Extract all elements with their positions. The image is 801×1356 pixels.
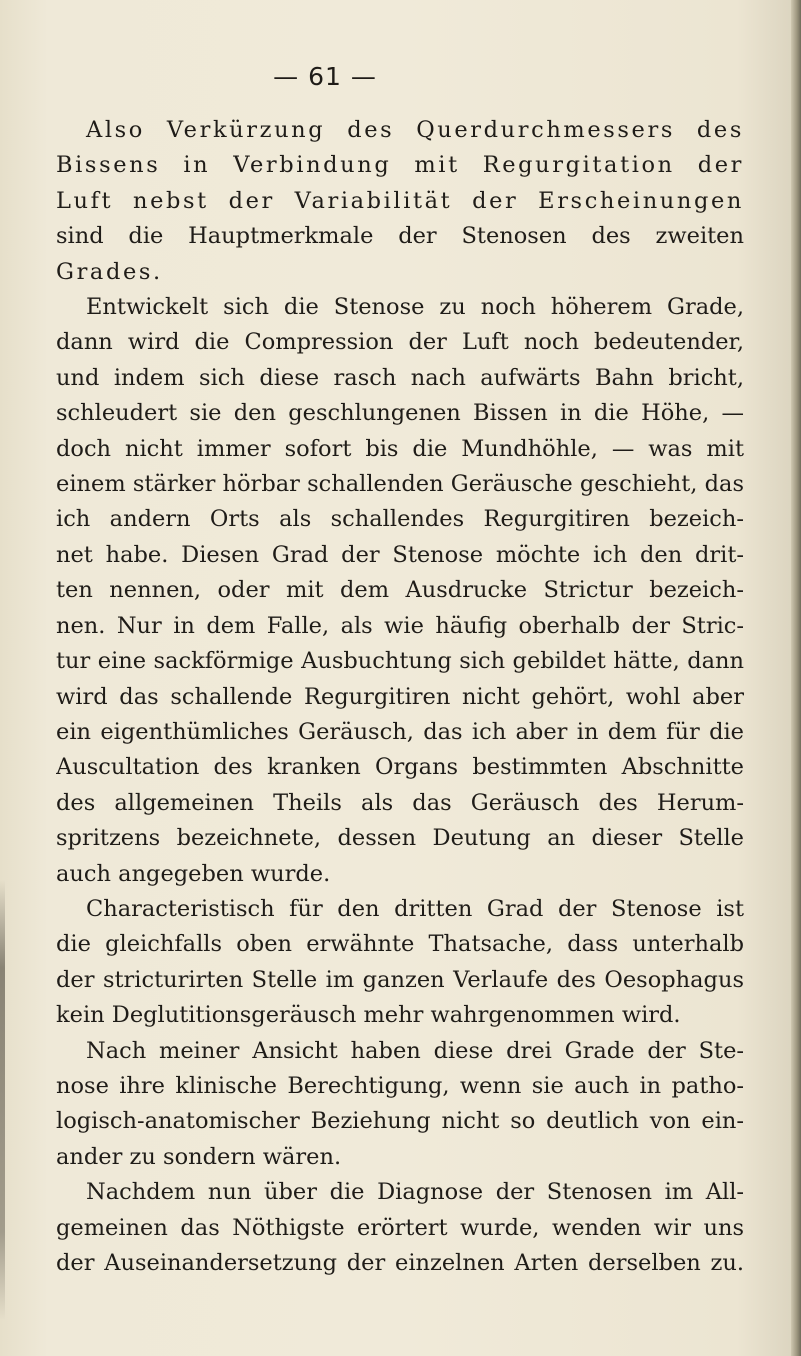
text-line: wird das schallende Regurgitiren nicht gehört, wohl aber <box>56 683 744 710</box>
text-line: ander zu sondern wären. <box>56 1143 342 1170</box>
text-line: gemeinen das Nöthigste erörtert wurde, wenden wir uns <box>56 1214 744 1241</box>
text-line: Nachdem nun über die Diagnose der Stenosen im All- <box>86 1179 744 1206</box>
text-line: Luft nebst der Variabilität der Erscheinungen <box>56 187 744 214</box>
text-line: Characteristisch für den dritten Grad der Stenose ist <box>86 895 744 922</box>
text-line: Entwickelt sich die Stenose zu noch höherem Grade, <box>86 294 744 321</box>
binding-shadow <box>0 880 5 1320</box>
text-line: der stricturirten Stelle im ganzen Verlaufe des Oesophagus <box>56 966 744 993</box>
text-line: net habe. Diesen Grad der Stenose möchte ich den drit- <box>56 541 744 568</box>
text-line: ich andern Orts als schallendes Regurgitiren bezeich- <box>56 506 744 533</box>
text-line: Bissens in Verbindung mit Regurgitation der <box>56 152 744 179</box>
text-line: Auscultation des kranken Organs bestimmten Abschnitte <box>56 754 744 781</box>
text-line: nen. Nur in dem Falle, als wie häufig oberhalb der Stric- <box>56 612 744 639</box>
text-line: tur eine sackförmige Ausbuchtung sich gebildet hätte, dann <box>56 648 744 675</box>
text-line: der Auseinandersetzung der einzelnen Arten derselben zu. <box>56 1250 744 1276</box>
text-line: kein Deglutitionsgeräusch mehr wahrgenommen wird. <box>56 1002 681 1029</box>
text-line: ten nennen, oder mit dem Ausdrucke Strictur bezeich- <box>56 577 744 604</box>
text-line: auch angegeben wurde. <box>56 860 331 887</box>
text-line: und indem sich diese rasch nach aufwärts Bahn bricht, <box>56 364 744 391</box>
text-line: einem stärker hörbar schallenden Geräusche geschieht, das <box>56 471 744 498</box>
body-text <box>56 113 744 1281</box>
text-line: Nach meiner Ansicht haben diese drei Grade der Ste- <box>86 1037 744 1064</box>
text-line: sind die Hauptmerkmale der Stenosen des zweiten <box>56 223 744 250</box>
text-line: doch nicht immer sofort bis die Mundhöhle, — was mit <box>56 435 744 462</box>
text-line: schleudert sie den geschlungenen Bissen in die Höhe, — <box>56 400 744 427</box>
text-line: ein eigenthümliches Geräusch, das ich aber in dem für die <box>56 718 744 745</box>
text-line: die gleichfalls oben erwähnte Thatsache, dass unterhalb <box>56 931 744 958</box>
text-line: spritzens bezeichnete, dessen Deutung an dieser Stelle <box>56 825 744 852</box>
text-line: Grades. <box>56 258 163 285</box>
text-line: des allgemeinen Theils als das Geräusch des Herum- <box>56 789 744 816</box>
book-edge-shadow <box>791 0 801 1356</box>
text-line: nose ihre klinische Berechtigung, wenn sie auch in patho- <box>56 1072 744 1099</box>
text-line: logisch-anatomischer Beziehung nicht so deutlich von ein- <box>56 1108 744 1135</box>
text-line: dann wird die Compression der Luft noch bedeutender, <box>56 329 744 356</box>
text-line: Also Verkürzung des Querdurchmessers des <box>86 117 744 143</box>
page-number: — 61 — <box>273 62 377 91</box>
